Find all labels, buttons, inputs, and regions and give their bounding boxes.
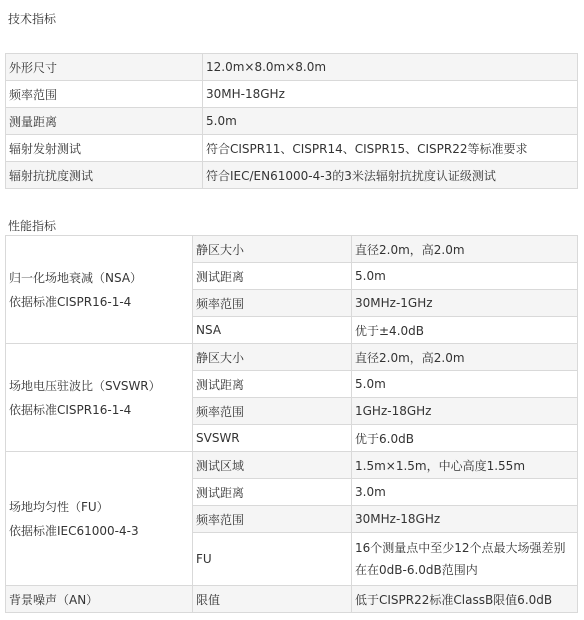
perf-group-an: 背景噪声（AN） xyxy=(6,586,193,613)
perf-item-value: 优于±4.0dB xyxy=(352,317,578,344)
perf-item-value: 1GHz-18GHz xyxy=(352,398,578,425)
table-row xyxy=(6,344,578,371)
perf-item-key: FU xyxy=(193,533,352,586)
perf-group-fu xyxy=(6,452,193,586)
group-standard: 依据标准IEC61000-4-3 xyxy=(9,523,139,538)
perf-item-value: 低于CISPR22标准ClassB限值6.0dB xyxy=(352,586,578,613)
table-row xyxy=(6,162,578,189)
table-row xyxy=(6,135,578,162)
table-row xyxy=(6,81,578,108)
perf-item-key: 静区大小 xyxy=(193,236,352,263)
perf-group-nsa xyxy=(6,236,193,344)
perf-item-value: 5.0m xyxy=(352,371,578,398)
perf-item-key: 限值 xyxy=(193,586,352,613)
value-line: 在在0dB-6.0dB范围内 xyxy=(355,563,478,577)
perf-item-value xyxy=(352,533,578,586)
tech-label: 测量距离 xyxy=(6,108,203,135)
tech-label: 辐射发射测试 xyxy=(6,135,203,162)
table-row xyxy=(6,54,578,81)
tech-label: 外形尺寸 xyxy=(6,54,203,81)
perf-item-key: 测试距离 xyxy=(193,263,352,290)
perf-item-key: 测试距离 xyxy=(193,479,352,506)
perf-item-key: 频率范围 xyxy=(193,506,352,533)
tech-value: 符合IEC/EN61000-4-3的3米法辐射抗扰度认证级测试 xyxy=(203,162,578,189)
perf-item-value: 优于6.0dB xyxy=(352,425,578,452)
perf-item-key: 测试区域 xyxy=(193,452,352,479)
tech-value: 5.0m xyxy=(203,108,578,135)
tech-value: 30MH-18GHz xyxy=(203,81,578,108)
perf-group-svswr xyxy=(6,344,193,452)
tech-spec-table xyxy=(5,53,578,189)
table-row xyxy=(6,452,578,479)
perf-item-value: 1.5m×1.5m，中心高度1.55m xyxy=(352,452,578,479)
group-name: 场地均匀性（FU） xyxy=(9,499,109,514)
group-standard: 依据标准CISPR16-1-4 xyxy=(9,402,132,417)
table-row xyxy=(6,586,578,613)
tech-label: 频率范围 xyxy=(6,81,203,108)
group-standard: 依据标准CISPR16-1-4 xyxy=(9,294,132,309)
perf-item-key: SVSWR xyxy=(193,425,352,452)
perf-item-value: 直径2.0m，高2.0m xyxy=(352,344,578,371)
perf-item-value: 30MHz-18GHz xyxy=(352,506,578,533)
tech-value: 12.0m×8.0m×8.0m xyxy=(203,54,578,81)
perf-item-key: NSA xyxy=(193,317,352,344)
tech-value: 符合CISPR11、CISPR14、CISPR15、CISPR22等标准要求 xyxy=(203,135,578,162)
tech-section-title: 技术指标 xyxy=(8,12,57,26)
perf-item-value: 5.0m xyxy=(352,263,578,290)
perf-item-value: 直径2.0m，高2.0m xyxy=(352,236,578,263)
table-row xyxy=(6,236,578,263)
table-row xyxy=(6,108,578,135)
perf-item-key: 测试距离 xyxy=(193,371,352,398)
perf-item-value: 30MHz-1GHz xyxy=(352,290,578,317)
tech-label: 辐射抗扰度测试 xyxy=(6,162,203,189)
perf-spec-table xyxy=(5,235,578,613)
value-line: 16个测量点中至少12个点最大场强差别 xyxy=(355,541,566,555)
group-name: 归一化场地衰减（NSA） xyxy=(9,270,143,285)
perf-item-key: 频率范围 xyxy=(193,398,352,425)
perf-item-key: 频率范围 xyxy=(193,290,352,317)
group-name: 场地电压驻波比（SVSWR） xyxy=(9,378,161,393)
perf-section-title: 性能指标 xyxy=(8,219,57,233)
perf-item-key: 静区大小 xyxy=(193,344,352,371)
perf-item-value: 3.0m xyxy=(352,479,578,506)
